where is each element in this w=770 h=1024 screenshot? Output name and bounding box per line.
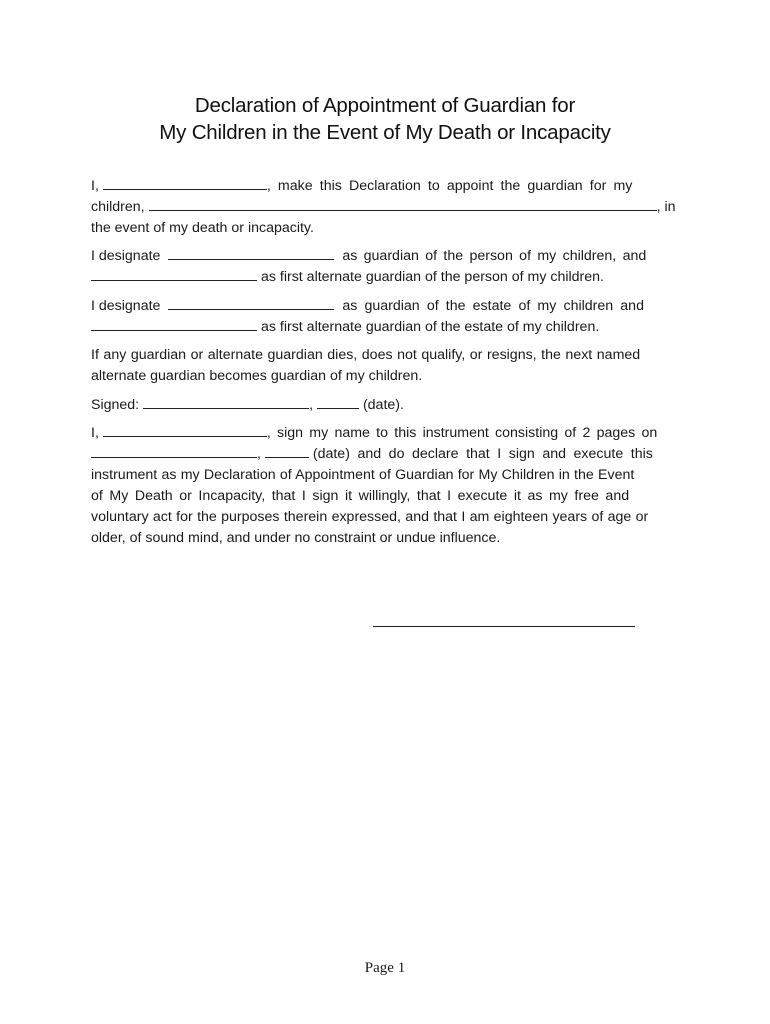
page-number: Page 1 — [364, 960, 406, 976]
attestation-name-blank[interactable] — [103, 423, 267, 437]
attestation-date-blank[interactable] — [91, 444, 257, 458]
alternate-guardian-person-blank[interactable] — [91, 267, 257, 281]
guardian-estate-blank[interactable] — [168, 296, 334, 310]
signed-date-blank[interactable] — [317, 395, 359, 409]
title-line-1: Declaration of Appointment of Guardian for — [194, 94, 576, 117]
paragraph-guardian-person: I designate as guardian of the person of my children, and as first alternate guardian of the person of my children. — [91, 248, 647, 285]
paragraph-guardian-estate: I designate as guardian of the estate of my children and as first alternate guardian of the estate of my children. — [91, 298, 644, 335]
paragraph-signed: Signed: , (date). — [91, 397, 404, 413]
signature-blank[interactable] — [143, 395, 309, 409]
paragraph-succession: If any guardian or alternate guardian dies, does not qualify, or resigns, the next named alternate guardian becomes guardian of my children. — [91, 347, 641, 384]
declarant-name-blank[interactable] — [103, 176, 267, 190]
attestation-year-blank[interactable] — [265, 444, 309, 458]
title-line-2: My Children in the Event of My Death or Incapacity — [159, 121, 611, 144]
alternate-guardian-estate-blank[interactable] — [91, 317, 257, 331]
document-title — [0, 92, 770, 146]
paragraph-declarant: I, , make this Declaration to appoint the guardian for my children, , in the event of my death or incapacity. — [91, 178, 676, 236]
guardian-person-blank[interactable] — [168, 246, 334, 260]
paragraph-attestation: I, , sign my name to this instrument consisting of 2 pages on , (date) and do declare that I sign and execute this instrument as my Declaration of Appointment of Guardian for My Children in the Event of My Death or Incapacity, that I sign it willingly, that I execute it as my free and voluntary act for the purposes therein expressed, and that I am eighteen years of age or older, of sound mind, and under no constraint or undue influence. — [91, 425, 658, 546]
children-names-blank[interactable] — [149, 197, 657, 211]
declarant-signature-line[interactable] — [373, 626, 635, 627]
